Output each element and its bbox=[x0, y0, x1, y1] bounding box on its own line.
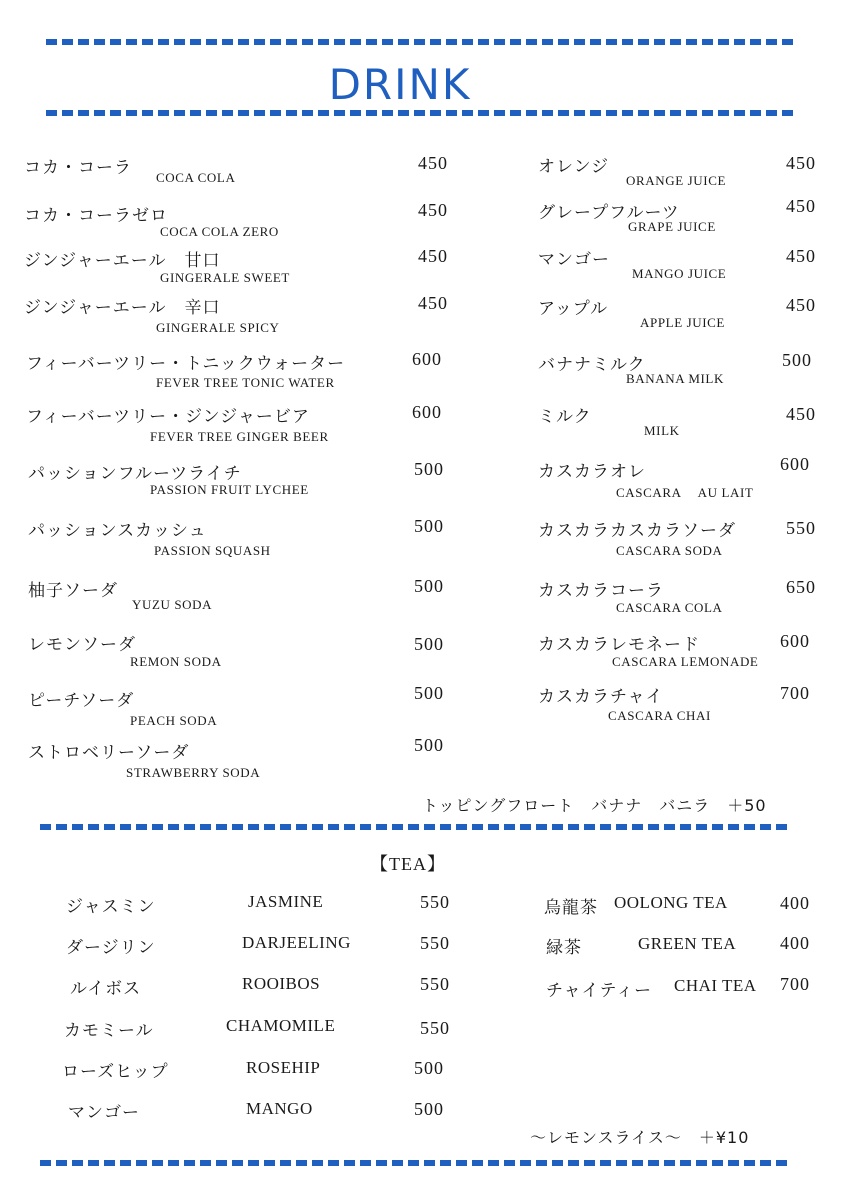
drink-name-jp: カスカラカスカラソーダ bbox=[538, 521, 736, 541]
tea-name-jp: ルイボス bbox=[70, 979, 142, 999]
tea-name-en: CHAI TEA bbox=[674, 976, 757, 995]
tea-name-en: DARJEELING bbox=[242, 933, 351, 952]
drink-price: 600 bbox=[780, 631, 810, 651]
drink-name-en: CASCARA SODA bbox=[616, 543, 723, 558]
drink-name-jp: ストロベリーソーダ bbox=[28, 743, 190, 763]
tea-name-en: JASMINE bbox=[248, 892, 324, 911]
tea-name-jp: チャイティー bbox=[546, 981, 653, 1001]
tea-heading: 【TEA】 bbox=[370, 854, 446, 874]
drink-name-jp: パッションフルーツライチ bbox=[28, 464, 242, 484]
drink-name-en: CASCARA CHAI bbox=[608, 708, 711, 723]
drink-price: 450 bbox=[418, 200, 448, 220]
drink-name-en: MILK bbox=[644, 423, 680, 438]
tea-price: 550 bbox=[420, 974, 450, 994]
tea-name-jp: マンゴー bbox=[68, 1103, 140, 1123]
drink-name-jp: カスカラコーラ bbox=[538, 581, 664, 601]
tea-name-jp: ジャスミン bbox=[66, 897, 156, 917]
tea-name-en: MANGO bbox=[246, 1099, 313, 1118]
drink-price: 500 bbox=[414, 516, 444, 536]
tea-price: 700 bbox=[780, 974, 810, 994]
tea-name-jp: カモミール bbox=[64, 1021, 154, 1041]
drink-price: 500 bbox=[414, 634, 444, 654]
tea-price: 400 bbox=[780, 893, 810, 913]
drink-name-en: MANGO JUICE bbox=[632, 266, 727, 281]
drink-name-en: PASSION SQUASH bbox=[154, 543, 271, 558]
drink-name-jp: アップル bbox=[538, 299, 609, 319]
drink-name-jp: カスカラオレ bbox=[538, 462, 646, 482]
drink-name-jp: パッションスカッシュ bbox=[28, 521, 207, 541]
menu-title: DRINK bbox=[328, 60, 472, 109]
drink-name-en: CASCARA LEMONADE bbox=[612, 654, 759, 669]
drink-name-jp: カスカラチャイ bbox=[538, 687, 664, 707]
title-dashed-rule bbox=[46, 110, 796, 116]
drink-price: 450 bbox=[786, 295, 816, 315]
tea-name-en: OOLONG TEA bbox=[614, 893, 728, 912]
drink-price: 600 bbox=[412, 402, 442, 422]
drink-price: 450 bbox=[786, 246, 816, 266]
drink-name-en: COCA COLA ZERO bbox=[160, 224, 279, 239]
tea-name-en: CHAMOMILE bbox=[226, 1016, 336, 1035]
topping-float-note: トッピングフロート バナナ バニラ ＋50 bbox=[422, 796, 767, 815]
drink-name-jp: マンゴー bbox=[538, 250, 610, 270]
drink-name-en: CASCARA COLA bbox=[616, 600, 723, 615]
drink-name-en: PEACH SODA bbox=[130, 713, 218, 728]
tea-price: 550 bbox=[420, 933, 450, 953]
drink-name-jp: ジンジャーエール 甘口 bbox=[24, 251, 221, 271]
drink-name-en: PASSION FRUIT LYCHEE bbox=[150, 482, 309, 497]
drink-price: 650 bbox=[786, 577, 816, 597]
drink-name-en: YUZU SODA bbox=[132, 597, 213, 612]
top-dashed-rule bbox=[46, 39, 796, 45]
drink-name-en: FEVER TREE GINGER BEER bbox=[150, 429, 329, 444]
tea-name-jp: ローズヒップ bbox=[62, 1062, 169, 1082]
drink-price: 500 bbox=[782, 350, 812, 370]
drink-name-jp: バナナミルク bbox=[538, 355, 646, 375]
tea-name-jp: 烏龍茶 bbox=[544, 898, 598, 918]
tea-name-jp: 緑茶 bbox=[546, 938, 582, 958]
drink-name-jp: カスカラレモネード bbox=[538, 635, 700, 655]
drink-name-jp: ピーチソーダ bbox=[28, 691, 135, 711]
drink-name-en: BANANA MILK bbox=[626, 371, 724, 386]
tea-price: 550 bbox=[420, 892, 450, 912]
drink-price: 450 bbox=[418, 246, 448, 266]
drink-price: 450 bbox=[786, 404, 816, 424]
drink-name-en: COCA COLA bbox=[156, 170, 236, 185]
drink-name-jp: オレンジ bbox=[538, 157, 610, 177]
drink-name-jp: フィーバーツリー・トニックウォーター bbox=[26, 354, 346, 374]
tea-price: 550 bbox=[420, 1018, 450, 1038]
drink-name-en: ORANGE JUICE bbox=[626, 173, 727, 188]
drink-price: 450 bbox=[786, 196, 816, 216]
tea-price: 500 bbox=[414, 1099, 444, 1119]
drink-name-jp: 柚子ソーダ bbox=[28, 581, 118, 601]
tea-name-en: ROOIBOS bbox=[242, 974, 321, 993]
section-dashed-rule bbox=[40, 824, 790, 830]
drink-name-en: STRAWBERRY SODA bbox=[126, 765, 261, 780]
tea-name-en: GREEN TEA bbox=[638, 934, 737, 953]
drink-name-jp: フィーバーツリー・ジンジャービア bbox=[26, 407, 310, 427]
tea-price: 500 bbox=[414, 1058, 444, 1078]
drink-name-jp: ミルク bbox=[538, 407, 592, 427]
lemon-slice-note: ～レモンスライス～ ＋¥10 bbox=[530, 1128, 750, 1147]
drink-price: 450 bbox=[418, 293, 448, 313]
bottom-dashed-rule bbox=[40, 1160, 790, 1166]
drink-price: 700 bbox=[780, 683, 810, 703]
drink-price: 450 bbox=[418, 153, 448, 173]
drink-price: 500 bbox=[414, 459, 444, 479]
drink-name-jp: コカ・コーラ bbox=[24, 158, 132, 178]
drink-price: 600 bbox=[780, 454, 810, 474]
tea-name-jp: ダージリン bbox=[66, 938, 156, 958]
drink-name-en: GINGERALE SWEET bbox=[160, 270, 290, 285]
drink-price: 450 bbox=[786, 153, 816, 173]
drink-name-en: REMON SODA bbox=[130, 654, 222, 669]
drink-price: 600 bbox=[412, 349, 442, 369]
drink-name-en: GINGERALE SPICY bbox=[156, 320, 280, 335]
tea-name-en: ROSEHIP bbox=[246, 1058, 321, 1077]
drink-price: 500 bbox=[414, 576, 444, 596]
drink-price: 500 bbox=[414, 735, 444, 755]
drink-name-en: FEVER TREE TONIC WATER bbox=[156, 375, 335, 390]
drink-name-en: GRAPE JUICE bbox=[628, 219, 716, 234]
drink-name-jp: ジンジャーエール 辛口 bbox=[24, 298, 221, 318]
tea-price: 400 bbox=[780, 933, 810, 953]
drink-price: 500 bbox=[414, 683, 444, 703]
drink-name-jp: レモンソーダ bbox=[28, 635, 136, 655]
drink-name-en: CASCARA AU LAIT bbox=[616, 485, 754, 500]
drink-name-en: APPLE JUICE bbox=[640, 315, 725, 330]
drink-price: 550 bbox=[786, 518, 816, 538]
drink-name-jp: コカ・コーラゼロ bbox=[24, 206, 168, 226]
drink-name-jp: グレープフルーツ bbox=[538, 203, 680, 223]
